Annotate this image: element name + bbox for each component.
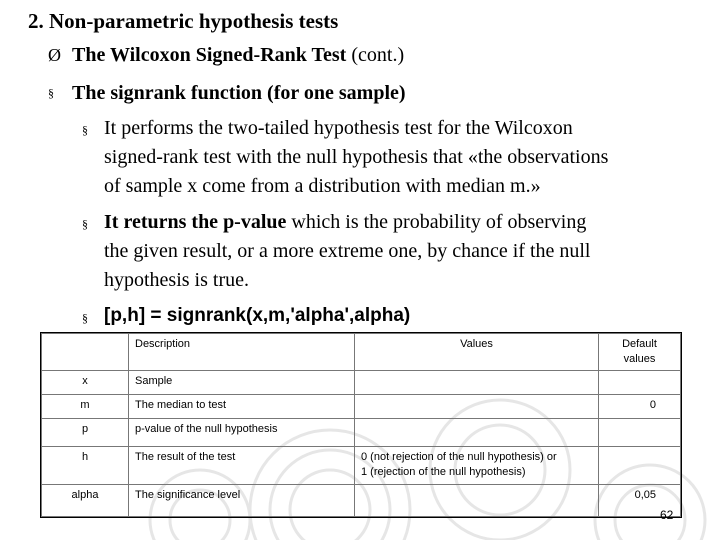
level1-label: The Wilcoxon Signed-Rank Test <box>72 44 347 66</box>
level2-heading: The signrank function (for one sample) <box>72 82 406 104</box>
point2-rest: which is the probability of observing <box>286 211 587 233</box>
row-values <box>355 395 599 419</box>
row-description: The significance level <box>129 485 355 517</box>
row-values <box>355 419 599 447</box>
point2-line1 <box>104 210 586 234</box>
header-default-line1: Default <box>622 338 657 350</box>
slide-title: 2. Non-parametric hypothesis tests <box>28 9 339 33</box>
page-number: 62 <box>660 508 674 522</box>
code-syntax: [p,h] = signrank(x,m,'alpha',alpha) <box>104 305 411 326</box>
point2-line2: the given result, or a more extreme one, by chance if the null <box>104 240 591 262</box>
table-row <box>42 371 681 395</box>
row-values <box>355 371 599 395</box>
arrow-bullet-icon: Ø <box>48 45 61 65</box>
row-description: p-value of the null hypothesis <box>129 419 355 447</box>
header-values: Values <box>355 334 599 371</box>
table-header-row <box>42 334 681 371</box>
table-row <box>42 395 681 419</box>
table-row <box>42 419 681 447</box>
point2-bold: It returns the p-value <box>104 211 287 233</box>
level1-suffix: (cont.) <box>346 44 405 66</box>
point2-line3: hypothesis is true. <box>104 269 249 291</box>
header-param <box>42 334 129 371</box>
row-param: h <box>42 447 129 485</box>
level1-heading <box>72 43 404 67</box>
point1-line1: It performs the two-tailed hypothesis test for the Wilcoxon <box>104 117 573 139</box>
row-param: p <box>42 419 129 447</box>
table-row <box>42 447 681 485</box>
row-param: alpha <box>42 485 129 517</box>
square-bullet-icon: § <box>48 86 54 100</box>
row-default: 0 <box>599 395 681 419</box>
row-description: The median to test <box>129 395 355 419</box>
row-values-line2: 1 (rejection of the null hypothesis) <box>361 466 526 478</box>
square-bullet-icon: § <box>82 311 88 325</box>
square-bullet-icon: § <box>82 123 88 137</box>
row-values <box>355 447 599 485</box>
table-row <box>42 485 681 517</box>
row-values <box>355 485 599 517</box>
row-default <box>599 447 681 485</box>
row-description: The result of the test <box>129 447 355 485</box>
header-default-line2: values <box>623 353 656 365</box>
square-bullet-icon: § <box>82 217 88 231</box>
point1-line2: signed-rank test with the null hypothesis that «the observations <box>104 146 609 168</box>
parameter-table <box>40 332 682 518</box>
row-values-line1: 0 (not rejection of the null hypothesis) or <box>361 451 557 463</box>
row-param: m <box>42 395 129 419</box>
header-default <box>599 334 681 371</box>
row-description: Sample <box>129 371 355 395</box>
row-param: x <box>42 371 129 395</box>
header-description: Description <box>129 334 355 371</box>
point1-line3: of sample x come from a distribution with median m.» <box>104 175 541 197</box>
row-default: 0,05 <box>599 485 681 517</box>
row-default <box>599 419 681 447</box>
row-default <box>599 371 681 395</box>
